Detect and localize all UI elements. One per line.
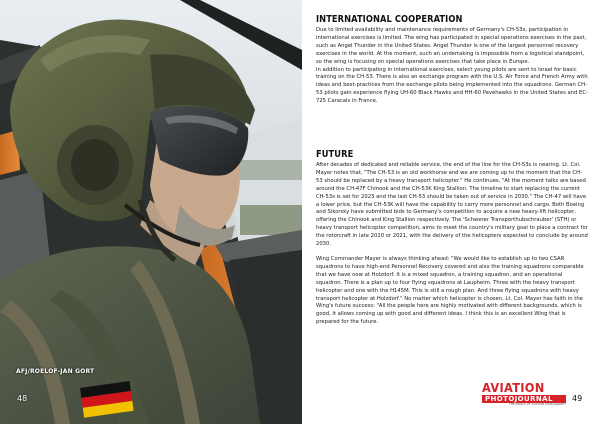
paragraph: In addition to participating in international exercises, select young pilots are sent to Israel for basic training on the CH-53. There is also an exchange program with the U.S. Air Force and French Army with ideas and best-practices from the exchange pilots being implemented into the squadrons. German CH-53 pilots gain experience flying UH-60 Black Hawks and HH-60 Pavehawks in the United States and EC-725 Caracals in France.: [316, 66, 588, 105]
aviation-photojournal-logo: [482, 382, 566, 410]
logo-bar: PHOTOJOURNAL: [482, 395, 566, 403]
logo-tagline: THE WORLD OF AVIATION PHOTOGRAPHY: [509, 403, 566, 406]
section-future: [316, 149, 588, 327]
page-number-right: 49: [572, 394, 583, 403]
paragraph: Due to limited availability and maintenance requirements of Germany's CH-53s, participation in international exercises is limited. The wing has participated in special operations exercises in the past, such as Angel Thunder in the United States. Angel Thunder is one of the largest personnel recovery exercises in the world. At the moment, such an undertaking is impossible from a logistical standpoint, so the wing is focusing on special operations exercises that take place in Europe.: [316, 27, 587, 65]
section-heading: FUTURE: [316, 149, 354, 160]
paragraph: Wing Commander Mayer is always thinking ahead: "We would like to establish up to two CSAR squadrons to have high-end Personnel Recovery covered and also the training squadrons comparable that we have now at Holzdorf. It is a mixed squadron, a training squadron, and an operational squadron. There is a plan up to four flying squadrons at Laupheim. Three with the heavy transport helicopter and one with the H145M. This is still a rough plan. And three flying squadrons with heavy transport helicopter at Holzdorf." No matter which helicopter is chosen, Lt. Col. Mayer has faith in the Wing's future success: "All the people here are highly motivated with different backgrounds, which is good, it allows coming up with good and different ideas. I think this is an excellent Wing that is prepared for the future.: [316, 255, 584, 326]
article-page: [302, 0, 600, 424]
page-number-left: 48: [17, 394, 28, 403]
paragraph: After decades of dedicated and reliable service, the end of the line for the CH-53s is nearing. Lt. Col. Mayer notes that, "The CH-53 is an old workhorse and we are coming up to the moment that the CH-53 should be replaced by a heavy transport helicopter." He continues, "At the moment talks are based around the CH-47F Chinook and the CH-53K King Stallion. The timeline to start replacing the current CH-53s is set for 2023 and the last CH-53 should be taken out of service in 2030." The CH-47 will have a lower price, but the CH-53K will have the capability to carry more personnel and cargo. Both Boeing and Sikorsky have submitted bids to Germany's competition to acquire a new heavy-lift helicopter, offering the Chinook and King Stallion respectively. The 'Schwerer Transporthubschrauber' (STH) or heavy transport helicopter competition, aims to meet the country's military goal to place a contract for the rotorcraft in late 2020 or 2021, with the delivery of the helicopters expected to conclude by around 2030.: [316, 162, 588, 248]
photo-credit: AFJ/ROELOF-JAN GORT: [16, 368, 95, 375]
section-heading: INTERNATIONAL COOPERATION: [316, 14, 463, 25]
section-international-cooperation: [316, 14, 588, 106]
logo-wordmark: AVIATION: [482, 381, 545, 395]
